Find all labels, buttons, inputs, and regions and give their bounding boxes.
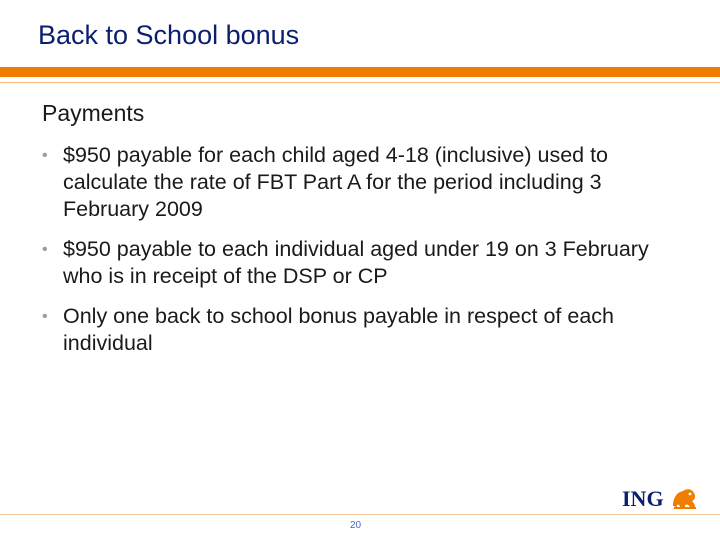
bullet-text: $950 payable to each individual aged under 19 on 3 February who is in receipt of the DSP or CP <box>63 237 649 288</box>
bullet-item <box>42 303 692 357</box>
logo-text: ING <box>622 486 664 511</box>
ing-logo <box>622 486 702 512</box>
bullet-dot: • <box>42 147 48 164</box>
bullet-list <box>42 142 692 370</box>
bullet-item <box>42 142 692 223</box>
bullet-item <box>42 236 692 290</box>
accent-bar <box>0 67 720 77</box>
section-heading: Payments <box>42 100 145 126</box>
bullet-dot: • <box>42 308 48 325</box>
slide-title: Back to School bonus <box>38 20 300 50</box>
page-number: 20 <box>350 520 362 531</box>
lion-icon <box>670 484 698 510</box>
bullet-text: $950 payable for each child aged 4-18 (inclusive) used to calculate the rate of FBT Part A for the period including 3 February 2009 <box>63 143 609 221</box>
footer-divider <box>0 514 720 515</box>
bullet-dot: • <box>42 241 48 258</box>
accent-divider <box>0 82 720 83</box>
bullet-text: Only one back to school bonus payable in respect of each individual <box>63 304 614 355</box>
